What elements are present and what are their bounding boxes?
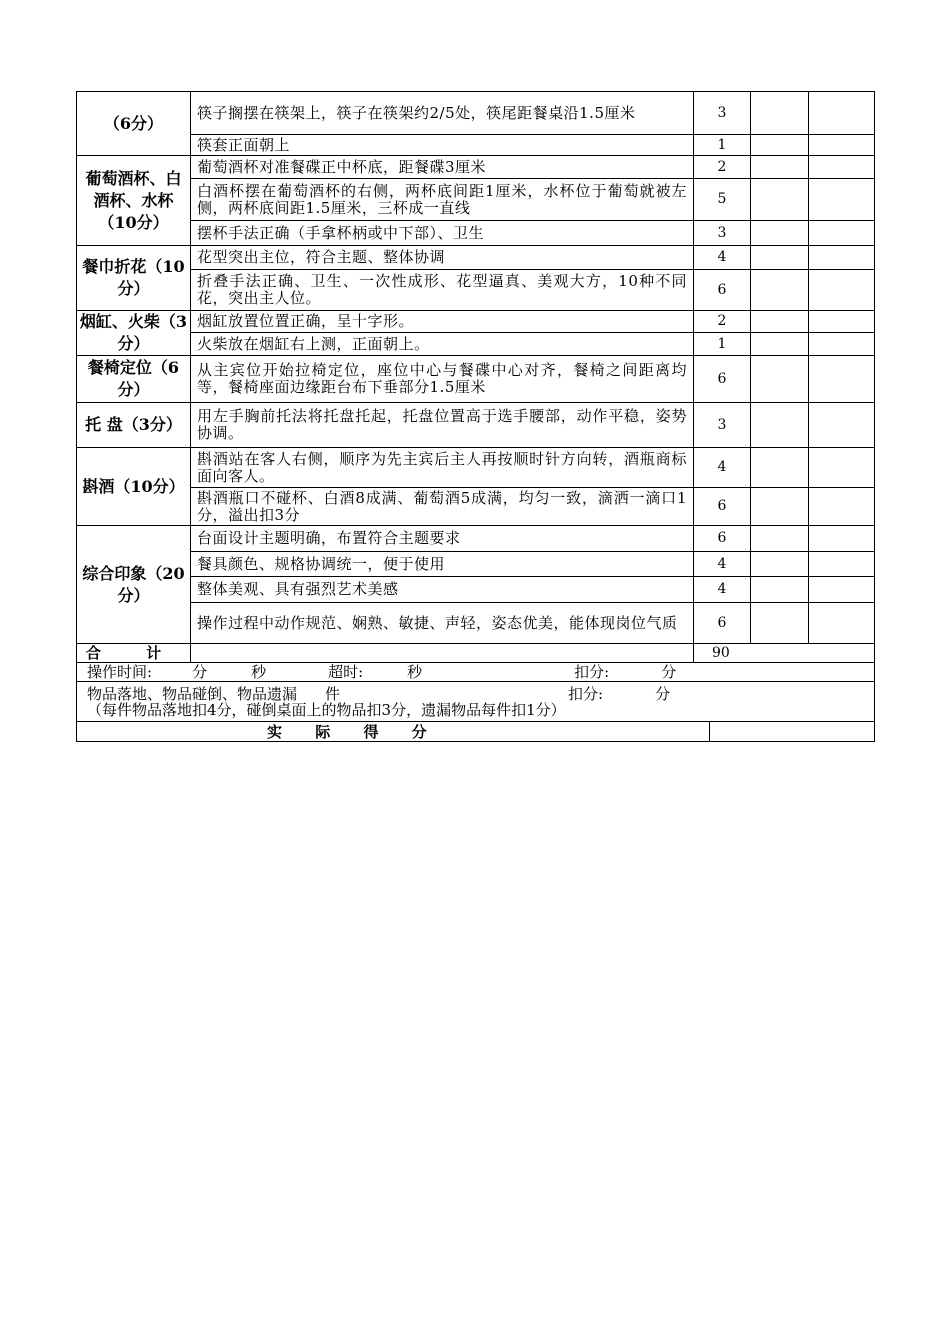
blank-cell — [809, 577, 875, 603]
table-row — [77, 448, 875, 488]
criterion-text: 花型突出主位，符合主题、整体协调 — [191, 246, 694, 270]
blank-cell — [809, 270, 875, 311]
blank-cell — [809, 92, 875, 135]
category-cell: 综合印象（20分） — [77, 526, 191, 644]
blank-cell — [751, 552, 809, 577]
category-cell: 餐巾折花（10分） — [77, 246, 191, 311]
category-cell: 斟酒（10分） — [77, 448, 191, 526]
score-value: 1 — [694, 135, 751, 156]
score-value: 4 — [694, 246, 751, 270]
overtime-label: 超时: — [328, 663, 364, 681]
items-label: 物品落地、物品碰倒、物品遗漏 — [87, 684, 298, 703]
total-label: 合 计 — [77, 644, 191, 663]
overtime-second-unit: 秒 — [407, 663, 423, 681]
total-score: 90 — [694, 644, 875, 663]
criterion-text: 白酒杯摆在葡萄酒杯的右侧，两杯底间距1厘米，水杯位于葡萄就被左侧，两杯底间距1.5厘米，三杯成一直线 — [191, 179, 694, 221]
category-cell: 托 盘（3分） — [77, 403, 191, 448]
blank-cell — [809, 135, 875, 156]
table-row — [77, 156, 875, 179]
scoring-table — [76, 91, 875, 663]
criterion-text: 整体美观、具有强烈艺术美感 — [191, 577, 694, 603]
blank-cell — [751, 403, 809, 448]
table-row — [77, 526, 875, 552]
table-row — [77, 270, 875, 311]
blank-cell — [751, 311, 809, 333]
table-row — [77, 333, 875, 356]
table-row — [77, 92, 875, 135]
blank-cell — [191, 644, 694, 663]
items-row — [77, 682, 875, 722]
criterion-text: 摆杯手法正确（手拿杯柄或中下部）、卫生 — [191, 221, 694, 246]
table-row — [77, 552, 875, 577]
score-value: 1 — [694, 333, 751, 356]
blank-cell — [751, 156, 809, 179]
total-row — [77, 644, 875, 663]
score-value: 6 — [694, 270, 751, 311]
count-unit: 件 — [325, 684, 341, 703]
criterion-text: 用左手胸前托法将托盘托起，托盘位置高于选手腰部，动作平稳，姿势协调。 — [191, 403, 694, 448]
operation-time-label: 操作时间: — [87, 663, 153, 681]
blank-cell — [809, 156, 875, 179]
blank-cell — [751, 135, 809, 156]
blank-cell — [809, 603, 875, 644]
minute-unit: 分 — [192, 663, 208, 681]
table-row — [77, 221, 875, 246]
blank-cell — [809, 356, 875, 403]
blank-cell — [751, 603, 809, 644]
score-value: 4 — [694, 552, 751, 577]
criterion-text: 烟缸放置位置正确，呈十字形。 — [191, 311, 694, 333]
blank-cell — [809, 552, 875, 577]
second-unit: 秒 — [251, 663, 267, 681]
footer-table — [76, 662, 875, 742]
table-row — [77, 577, 875, 603]
table-row — [77, 179, 875, 221]
blank-cell — [809, 526, 875, 552]
table-row — [77, 356, 875, 403]
score-value: 6 — [694, 526, 751, 552]
deduct-label: 扣分: — [574, 663, 610, 681]
blank-cell — [809, 221, 875, 246]
category-cell: （6分） — [77, 92, 191, 156]
score-value: 4 — [694, 577, 751, 603]
final-score-label: 实 际 得 分 — [77, 722, 710, 742]
time-row — [77, 663, 875, 682]
criterion-text: 葡萄酒杯对准餐碟正中杯底，距餐碟3厘米 — [191, 156, 694, 179]
deduct-unit: 分 — [661, 663, 677, 681]
items-cell — [77, 682, 875, 722]
blank-cell — [809, 403, 875, 448]
blank-cell — [751, 577, 809, 603]
blank-cell — [809, 333, 875, 356]
score-value: 6 — [694, 603, 751, 644]
final-score-value — [710, 722, 875, 742]
criterion-text: 折叠手法正确、卫生、一次性成形、花型逼真、美观大方，10种不同花，突出主人位。 — [191, 270, 694, 311]
items-deduct-unit: 分 — [655, 684, 671, 703]
blank-cell — [809, 448, 875, 488]
blank-cell — [751, 526, 809, 552]
table-row — [77, 246, 875, 270]
category-cell: 葡萄酒杯、白酒杯、水杯（10分） — [77, 156, 191, 246]
blank-cell — [809, 246, 875, 270]
score-value: 2 — [694, 311, 751, 333]
criterion-text: 操作过程中动作规范、娴熟、敏捷、声轻，姿态优美，能体现岗位气质 — [191, 603, 694, 644]
blank-cell — [809, 488, 875, 526]
deduction-note: （每件物品落地扣4分，碰倒桌面上的物品扣3分，遗漏物品每件扣1分） — [87, 700, 566, 719]
category-cell: 烟缸、火柴（3分） — [77, 311, 191, 356]
blank-cell — [751, 356, 809, 403]
blank-cell — [751, 92, 809, 135]
blank-cell — [809, 311, 875, 333]
blank-cell — [751, 179, 809, 221]
blank-cell — [751, 221, 809, 246]
blank-cell — [751, 246, 809, 270]
table-row — [77, 135, 875, 156]
blank-cell — [809, 179, 875, 221]
criterion-text: 斟酒站在客人右侧，顺序为先主宾后主人再按顺时针方向转，酒瓶商标面向客人。 — [191, 448, 694, 488]
score-value: 3 — [694, 403, 751, 448]
blank-cell — [751, 333, 809, 356]
scoring-sheet — [76, 91, 874, 742]
criterion-text: 火柴放在烟缸右上测，正面朝上。 — [191, 333, 694, 356]
blank-cell — [751, 270, 809, 311]
criterion-text: 筷套正面朝上 — [191, 135, 694, 156]
blank-cell — [751, 488, 809, 526]
score-value: 6 — [694, 356, 751, 403]
criterion-text: 斟酒瓶口不碰杯、白酒8成满、葡萄酒5成满，均匀一致，滴洒一滴口1分，溢出扣3分 — [191, 488, 694, 526]
items-deduct-label: 扣分: — [568, 684, 604, 703]
score-value: 3 — [694, 92, 751, 135]
time-cell — [77, 663, 875, 682]
table-row — [77, 488, 875, 526]
criterion-text: 台面设计主题明确，布置符合主题要求 — [191, 526, 694, 552]
criterion-text: 筷子搁摆在筷架上，筷子在筷架约2/5处，筷尾距餐桌沿1.5厘米 — [191, 92, 694, 135]
table-row — [77, 403, 875, 448]
category-cell: 餐椅定位（6分） — [77, 356, 191, 403]
score-value: 2 — [694, 156, 751, 179]
score-value: 3 — [694, 221, 751, 246]
score-value: 6 — [694, 488, 751, 526]
table-row — [77, 311, 875, 333]
table-row — [77, 603, 875, 644]
criterion-text: 餐具颜色、规格协调统一，便于使用 — [191, 552, 694, 577]
final-score-row — [77, 722, 875, 742]
criterion-text: 从主宾位开始拉椅定位，座位中心与餐碟中心对齐，餐椅之间距离均等，餐椅座面边缘距台布下垂部分1.5厘米 — [191, 356, 694, 403]
blank-cell — [751, 448, 809, 488]
score-value: 5 — [694, 179, 751, 221]
score-value: 4 — [694, 448, 751, 488]
